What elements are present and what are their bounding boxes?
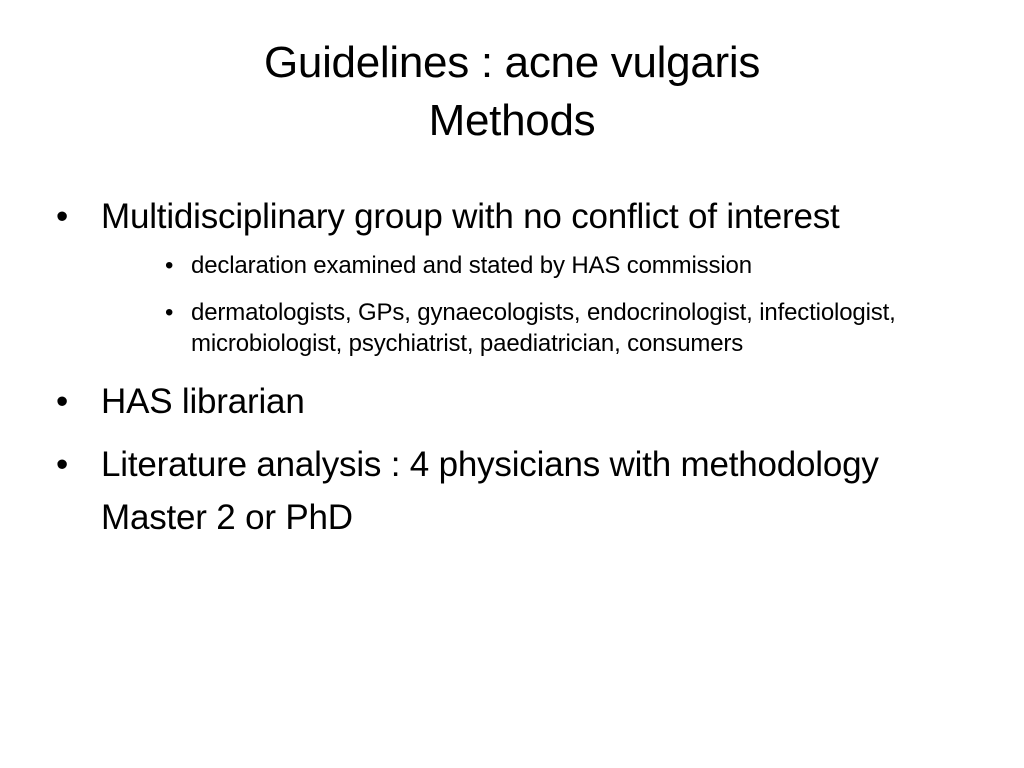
bullet-item-group — [56, 190, 986, 359]
sub-bullet-icon: • — [165, 252, 174, 279]
bullet-item-literature — [56, 438, 986, 544]
sub-bullet-text: declaration examined and stated by HAS commission — [191, 252, 752, 279]
bullet-icon: • — [56, 445, 69, 484]
bullet-text: Literature analysis : 4 physicians with methodology Master 2 or PhD — [101, 445, 879, 537]
bullet-text: Multidisciplinary group with no conflict of interest — [101, 197, 840, 236]
title-line-2: Methods — [428, 96, 596, 145]
bullet-item-librarian — [56, 375, 986, 428]
sub-bullet-item-declaration — [165, 250, 986, 281]
title-line-1: Guidelines : acne vulgaris — [263, 38, 761, 87]
bullet-text: HAS librarian — [101, 382, 305, 421]
sub-bullet-text: dermatologists, GPs, gynaecologists, endocrinologist, infectiologist, microbiologist, psychiatrist, paediatrician, consumers — [191, 299, 896, 357]
bullet-icon: • — [56, 382, 69, 421]
sub-bullet-list — [101, 250, 986, 359]
sub-bullet-item-specialists — [165, 297, 986, 359]
sub-bullet-icon: • — [165, 299, 174, 326]
bullet-icon: • — [56, 197, 69, 236]
slide-title — [0, 34, 1024, 150]
bullet-list — [56, 190, 986, 554]
